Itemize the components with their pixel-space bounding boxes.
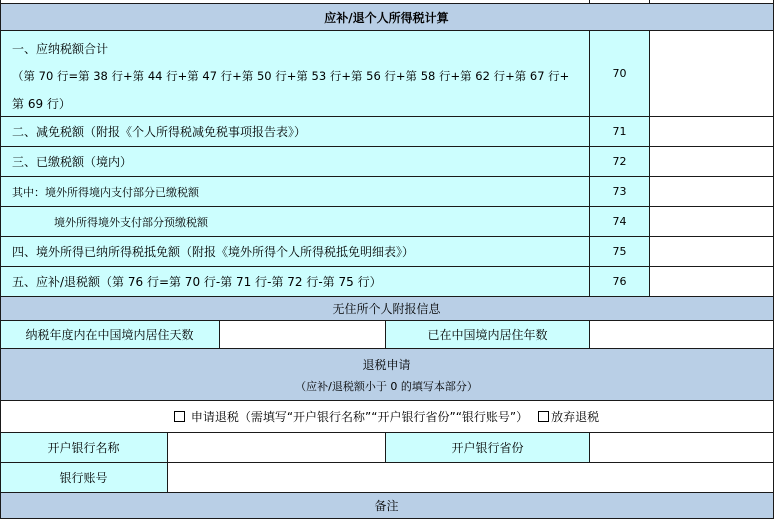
row-70-line-3: 第 69 行） bbox=[12, 97, 71, 111]
refund-title: 退税申请 bbox=[362, 358, 411, 372]
line-number-73: 73 bbox=[590, 177, 650, 207]
line-number-76: 76 bbox=[590, 267, 650, 297]
line-number-71: 71 bbox=[590, 117, 650, 147]
value-cell-74[interactable] bbox=[650, 207, 774, 237]
refund-options bbox=[0, 401, 774, 433]
apply-refund-checkbox[interactable] bbox=[174, 411, 185, 422]
remarks-title: 备注 bbox=[0, 493, 774, 519]
residence-years-label: 已在中国境内居住年数 bbox=[386, 321, 590, 349]
row-70-line-1: 一、应纳税额合计 bbox=[12, 42, 109, 56]
value-cell-71[interactable] bbox=[650, 117, 774, 147]
apply-refund-label: 申请退税（需填写“开户银行名称”“开户银行省份”“银行账号”） bbox=[190, 410, 529, 424]
value-cell-72[interactable] bbox=[650, 147, 774, 177]
refund-header bbox=[0, 349, 774, 401]
residence-days-label: 纳税年度内在中国境内居住天数 bbox=[0, 321, 220, 349]
value-cell-76[interactable] bbox=[650, 267, 774, 297]
line-number-75: 75 bbox=[590, 237, 650, 267]
row-label-70 bbox=[0, 31, 590, 117]
value-cell-73[interactable] bbox=[650, 177, 774, 207]
value-cell-75[interactable] bbox=[650, 237, 774, 267]
value-cell-70[interactable] bbox=[650, 31, 774, 117]
line-number-70: 70 bbox=[590, 31, 650, 117]
residence-years-input[interactable] bbox=[590, 321, 774, 349]
bank-name-input[interactable] bbox=[168, 433, 386, 463]
line-number-72: 72 bbox=[590, 147, 650, 177]
nonresident-title: 无住所个人附报信息 bbox=[0, 297, 774, 321]
residence-days-input[interactable] bbox=[220, 321, 386, 349]
waive-refund-checkbox[interactable] bbox=[538, 411, 549, 422]
row-label-76: 五、应补/退税额（第 76 行=第 70 行-第 71 行-第 72 行-第 75 行） bbox=[0, 267, 590, 297]
row-label-73: 其中：境外所得境内支付部分已缴税额 bbox=[0, 177, 590, 207]
refund-subtitle: （应补/退税额小于 0 的填写本部分） bbox=[295, 380, 478, 393]
bank-province-label: 开户银行省份 bbox=[386, 433, 590, 463]
row-label-74: 境外所得境外支付部分预缴税额 bbox=[0, 207, 590, 237]
waive-refund-label: 放弃退税 bbox=[551, 410, 600, 424]
bank-account-label: 银行账号 bbox=[0, 463, 168, 493]
bank-name-label: 开户银行名称 bbox=[0, 433, 168, 463]
bank-province-input[interactable] bbox=[590, 433, 774, 463]
table-left-border bbox=[0, 0, 1, 519]
row-label-75: 四、境外所得已纳所得税抵免额（附报《境外所得个人所得税抵免明细表》） bbox=[0, 237, 590, 267]
row-label-72: 三、已缴税额（境内） bbox=[0, 147, 590, 177]
row-70-line-2: （第 70 行=第 38 行+第 44 行+第 47 行+第 50 行+第 53 行+第 56 行+第 58 行+第 62 行+第 67 行+ bbox=[12, 69, 570, 83]
bank-account-input[interactable] bbox=[168, 463, 774, 493]
line-number-74: 74 bbox=[590, 207, 650, 237]
row-label-71: 二、减免税额（附报《个人所得税减免税事项报告表》） bbox=[0, 117, 590, 147]
section-title: 应补/退个人所得税计算 bbox=[0, 4, 774, 31]
